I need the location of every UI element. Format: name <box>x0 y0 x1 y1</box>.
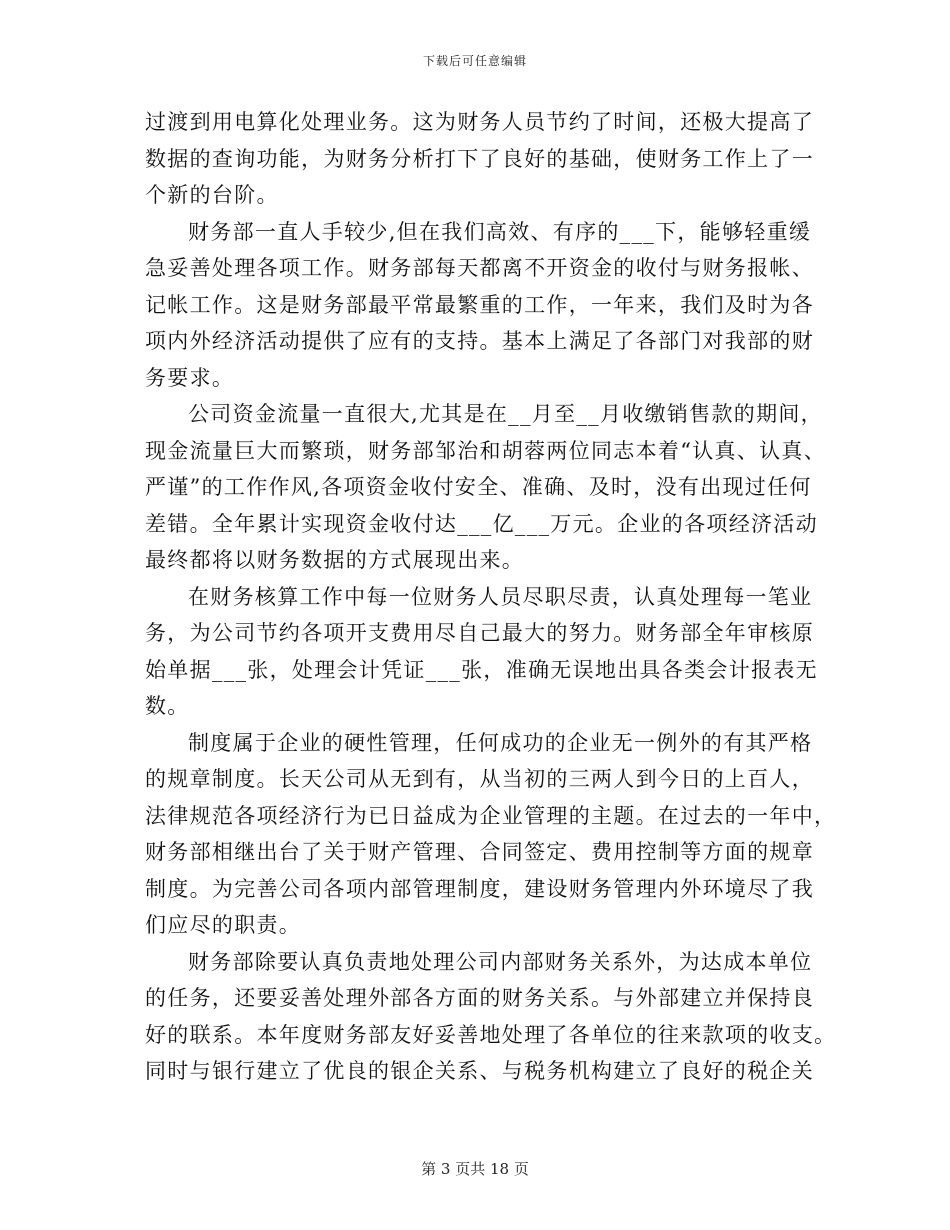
text-line: 法律规范各项经济行为已日益成为企业管理的主题。在过去的一年中， <box>145 803 837 828</box>
paragraph-first-line: 公司资金流量一直很大,尤其是在__月至__月收缴销售款的期间， <box>188 402 823 426</box>
document-body <box>145 104 837 1090</box>
paragraph-first-line: 财务部一直人手较少,但在我们高效、有序的___下，能够轻重缓 <box>188 219 812 244</box>
text-line: 急妥善处理各项工作。财务部每天都离不开资金的收付与财务报帐、 <box>145 256 814 280</box>
paragraph-first-line: 制度属于企业的硬性管理，任何成功的企业无一例外的有其严格 <box>188 730 813 755</box>
text-line: 财务部相继出台了关于财产管理、合同签定、费用控制等方面的规章 <box>145 840 814 864</box>
text-line: 制度。为完善公司各项内部管理制度，建设财务管理内外环境尽了我 <box>145 876 814 901</box>
text-line: 现金流量巨大而繁琐，财务部邹治和胡蓉两位同志本着“认真、认真、 <box>145 438 827 463</box>
text-line: 同时与银行建立了优良的银企关系、与税务机构建立了良好的税企关 <box>145 1059 814 1083</box>
text-line: 项内外经济活动提供了应有的支持。基本上满足了各部门对我部的财 <box>145 329 814 353</box>
text-line: 们应尽的职责。 <box>145 913 302 937</box>
text-line: 始单据___张，处理会计凭证___张，准确无误地出具各类会计报表无 <box>145 657 818 682</box>
page-header: 下载后可任意编辑 <box>422 54 527 68</box>
text-line: 好的联系。本年度财务部友好妥善地处理了各单位的往来款项的收支。 <box>145 1022 837 1047</box>
text-line: 差错。全年累计实现资金收付达___亿___万元。企业的各项经济活动 <box>145 511 818 536</box>
paragraph-first-line: 财务部除要认真负责地处理公司内部财务关系外，为达成本单位 <box>188 949 813 974</box>
text-line: 数。 <box>145 694 190 718</box>
paragraph-first-line: 在财务核算工作中每一位财务人员尽职尽责，认真处理每一笔业 <box>188 584 813 609</box>
text-line: 务，为公司节约各项开支费用尽自己最大的努力。财务部全年审核原 <box>145 621 814 645</box>
text-line: 最终都将以财务数据的方式展现出来。 <box>145 548 525 572</box>
text-line: 数据的查询功能，为财务分析打下了良好的基础，使财务工作上了一 <box>145 146 814 171</box>
page-number-footer: 第 3 页共 18 页 <box>421 1160 529 1178</box>
text-line: 的规章制度。长天公司从无到有，从当初的三两人到今日的上百人， <box>145 767 814 791</box>
text-line: 务要求。 <box>145 365 235 390</box>
text-line: 个新的台阶。 <box>145 183 279 207</box>
text-line: 的任务，还要妥善处理外部各方面的财务关系。与外部建立并保持良 <box>145 986 814 1010</box>
text-line: 记帐工作。这是财务部最平常最繁重的工作，一年来，我们及时为各 <box>145 292 814 317</box>
text-line: 过渡到用电算化处理业务。这为财务人员节约了时间，还极大提高了 <box>145 110 814 134</box>
text-line: 严谨”的工作作风,各项资金收付安全、准确、及时，没有出现过任何 <box>145 475 812 499</box>
